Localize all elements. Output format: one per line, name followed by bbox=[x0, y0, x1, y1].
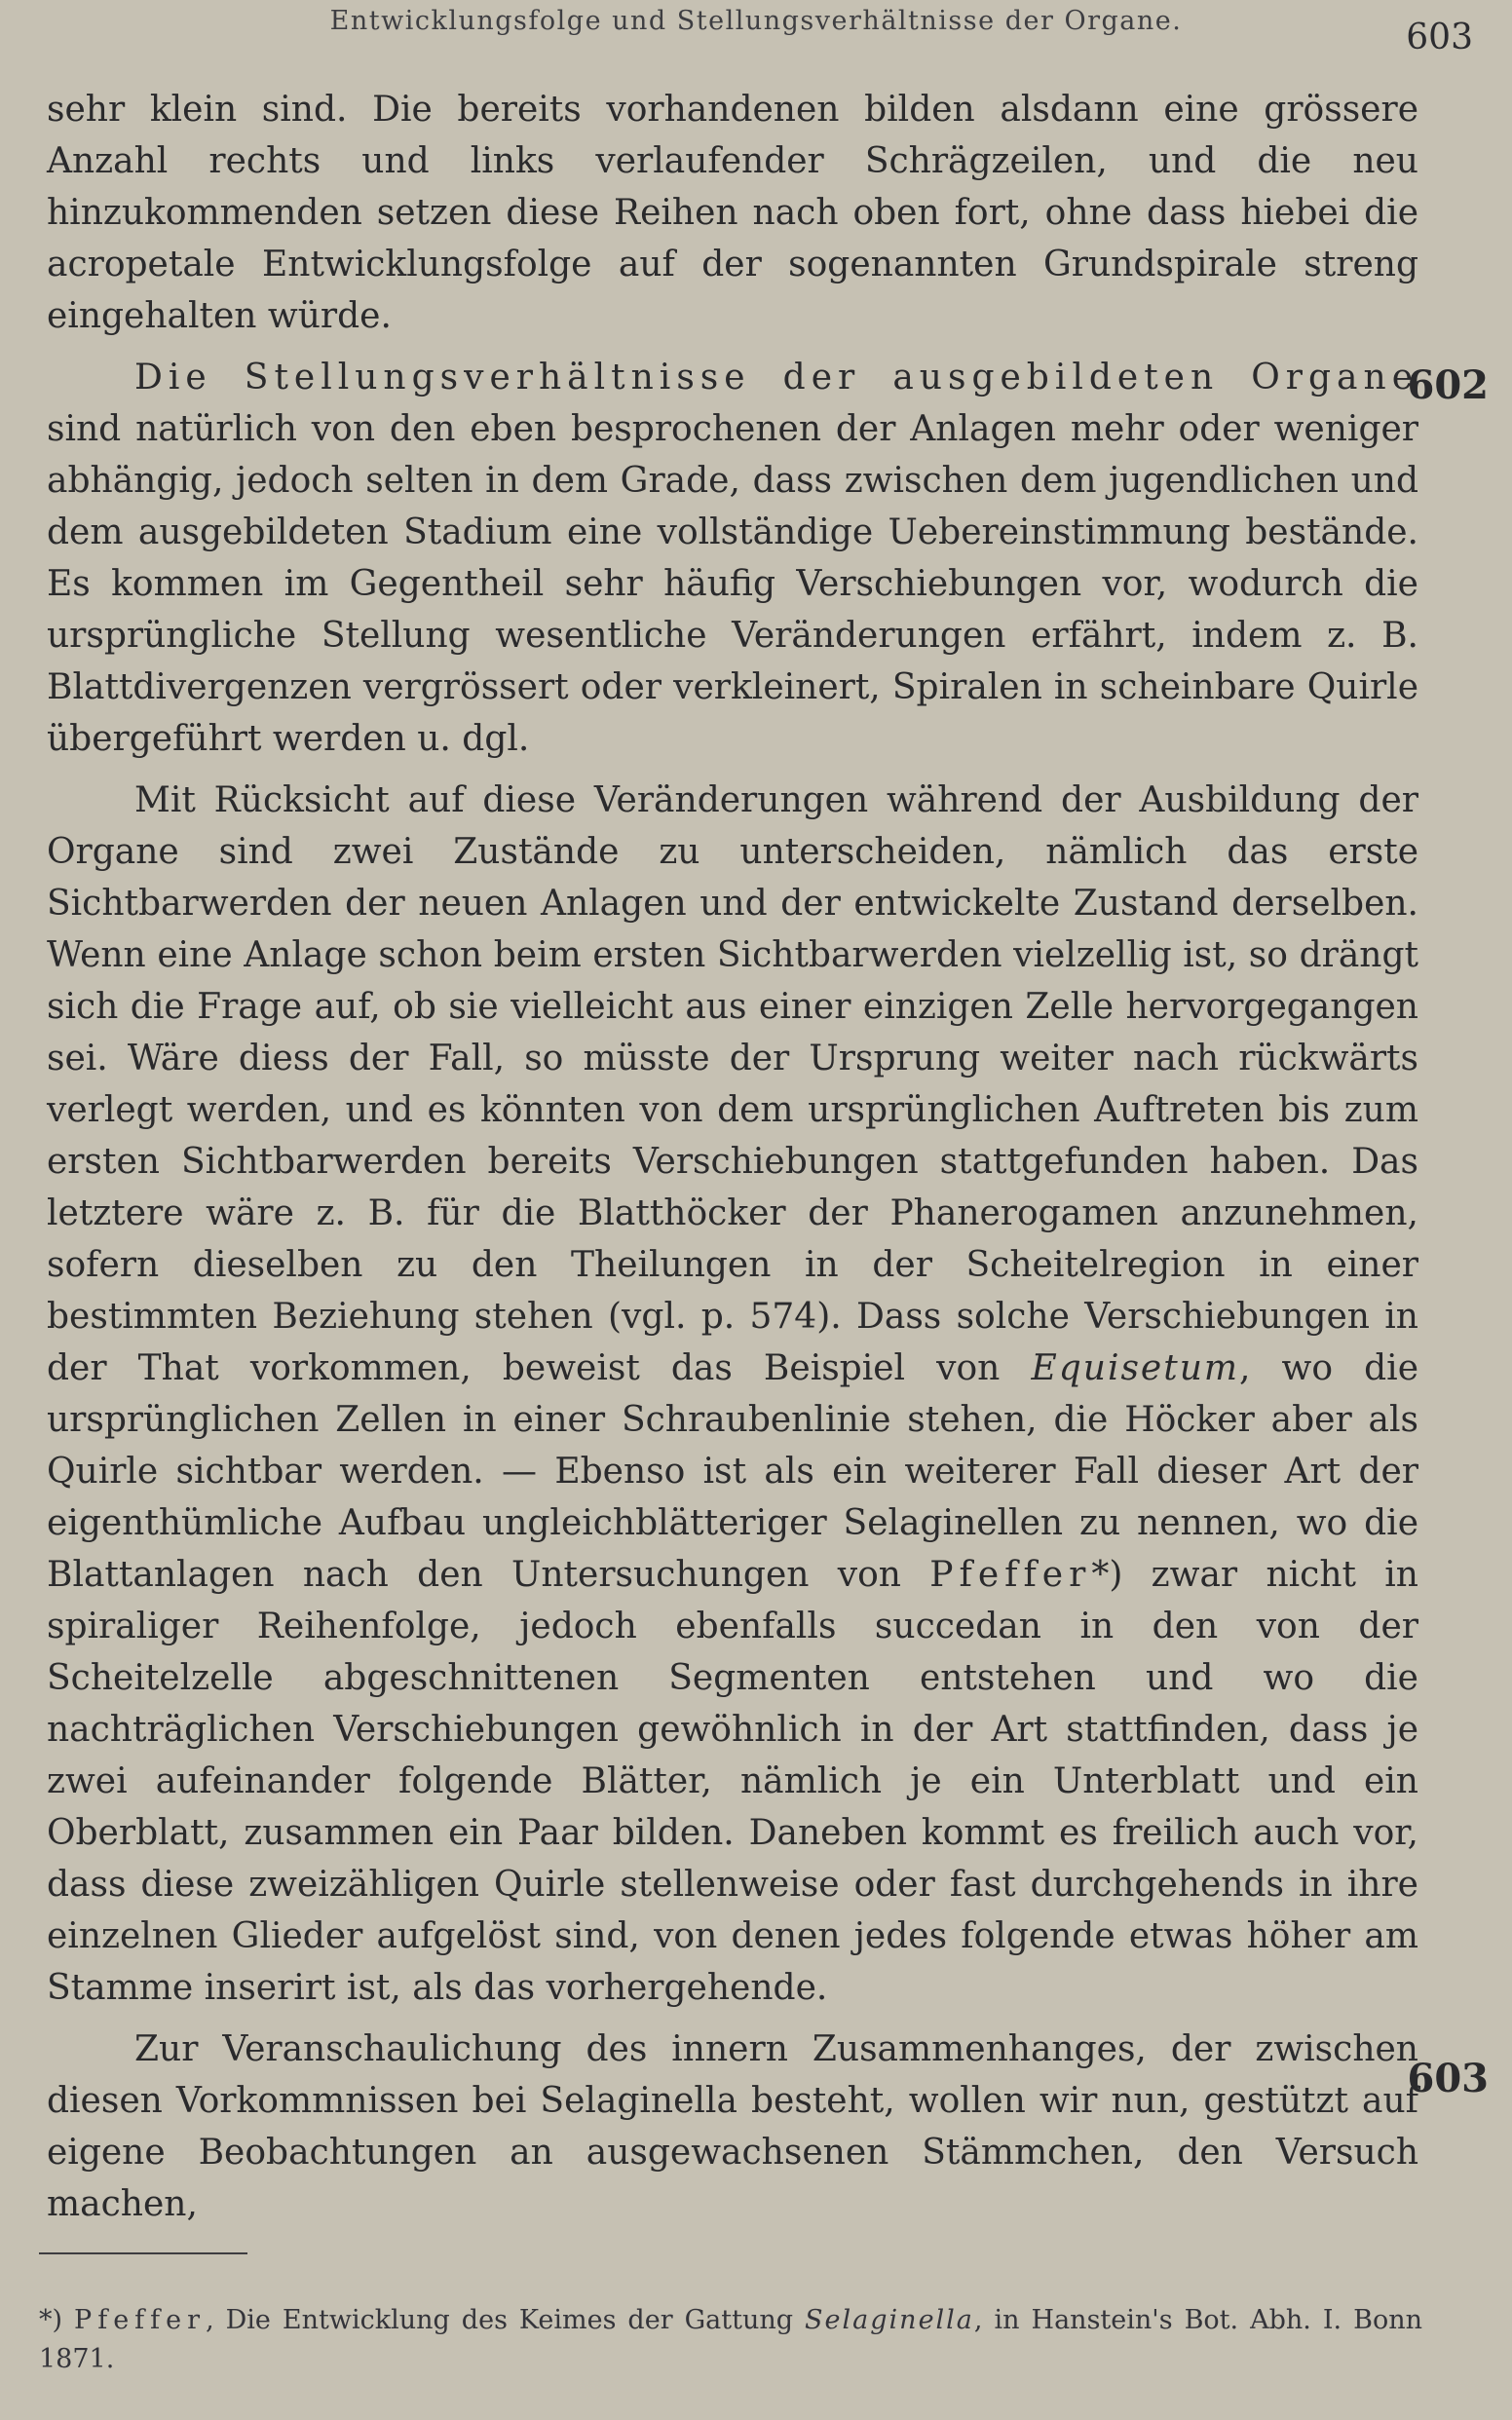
paragraph-text: *) zwar nicht in spiraliger Reihenfolge, jedoch ebenfalls succedan in den von der Scheitelzelle abgeschnittenen Segmenten entstehen und wo die nachträglichen Verschiebungen gewöhnlich in der Art stattfinden, dass je zwei aufeinander folgende Blätter, nämlich je ein Unterblatt und ein Oberblatt, zusammen ein Paar bilden. Daneben kommt es freilich auch vor, dass diese zweizähligen Quirle stellenweise oder fast durchgehends in ihre einzelnen Glieder aufgelöst sind, von denen jedes folgende etwas höher am Stamme inserirt ist, als das vorhergehende. bbox=[47, 1555, 1418, 2008]
paragraph-text: sehr klein sind. Die bereits vorhandenen bilden alsdann eine grössere Anzahl rechts und links verlaufender Schrägzeilen, und die neu hinzukommenden setzen diese Reihen nach oben fort, ohne dass hiebei die acropetale Entwicklungsfolge auf der sogenannten Grundspirale streng eingehalten würde. bbox=[47, 90, 1418, 336]
paragraph-text: sind natürlich von den eben besprochenen der Anlagen mehr oder weniger abhängig, jedoch selten in dem Grade, dass zwischen dem jugendlichen und dem ausgebildeten Stadium eine vollständige Uebereinstimmung bestände. Es kommen im Gegentheil sehr häufig Verschiebungen vor, wodurch die ursprüngliche Stellung wesentliche Veränderungen erfährt, indem z. B. Blattdivergenzen vergrössert oder verkleinert, Spiralen in scheinbare Quirle übergeführt werden u. dgl. bbox=[47, 409, 1418, 759]
margin-section-number: 602 bbox=[1407, 362, 1489, 408]
margin-section-number: 603 bbox=[1407, 2056, 1489, 2101]
paragraph-text: Mit Rücksicht auf diese Veränderungen während der Ausbildung der Organe sind zwei Zustände zu unterscheiden, nämlich das erste Sichtbarwerden der neuen Anlagen und der entwickelte Zustand derselben. Wenn eine Anlage schon beim ersten Sichtbarwerden vielzellig ist, so drängt sich die Frage auf, ob sie vielleicht aus einer einzigen Zelle hervorgegangen sei. Wäre diess der Fall, so müsste der Ursprung weiter nach rückwärts verlegt werden, und es könnten von dem ursprünglichen Auftreten bis zum ersten Sichtbarwerden bereits Verschiebungen stattgefunden haben. Das letztere wäre z. B. für die Blatthöcker der Phanerogamen anzunehmen, sofern dieselben zu den Theilungen in der Scheitelregion in einer bestimmten Beziehung stehen (vgl. p. 574). Dass solche Verschiebungen in der That vorkommen, beweist das Beispiel von bbox=[47, 780, 1418, 1388]
running-title: Entwicklungsfolge und Stellungsverhältnisse der Organe. bbox=[329, 6, 1183, 36]
footnote-genus: Selaginella bbox=[805, 2305, 974, 2335]
running-header bbox=[0, 4, 1512, 57]
footnote bbox=[39, 2301, 1422, 2379]
footnote-marker: *) bbox=[39, 2305, 75, 2335]
page-number: 603 bbox=[1406, 18, 1473, 57]
paragraph-text: , wo die ursprünglichen Zellen in einer Schraubenlinie stehen, die Höcker aber als Quirle sichtbar werden. — Ebenso ist als ein weiterer Fall dieser Art der eigenthümliche Aufbau ungleichblätteriger Selaginellen zu nennen, wo die Blattanlagen nach den Untersuchungen von bbox=[47, 1348, 1418, 1595]
paragraph-text: Zur Veranschaulichung des innern Zusammenhanges, der zwischen diesen Vorkommnissen bei Selaginella besteht, wollen wir nun, gestützt auf eigene Beobachtungen an ausgewachsenen Stämmchen, den Versuch machen, bbox=[47, 2029, 1418, 2224]
paragraph bbox=[47, 352, 1418, 765]
genus-name: Equisetum bbox=[1031, 1348, 1240, 1388]
spaced-emphasis: Die Stellungsverhältnisse der ausgebildeten Organe bbox=[134, 358, 1418, 397]
paragraph bbox=[47, 775, 1418, 2014]
footnote-author: Pfeffer bbox=[74, 2305, 207, 2335]
body-text bbox=[47, 84, 1418, 2230]
paragraph bbox=[47, 2023, 1418, 2230]
footnote-rule bbox=[39, 2252, 247, 2254]
author-name: Pfeffer bbox=[929, 1555, 1092, 1595]
footnote-text: , in Hanstein's Bot. Abh. I. Bonn 1871. bbox=[39, 2305, 1422, 2374]
paragraph bbox=[47, 84, 1418, 342]
footnote-text: , Die Entwicklung des Keimes der Gattung bbox=[206, 2305, 806, 2335]
